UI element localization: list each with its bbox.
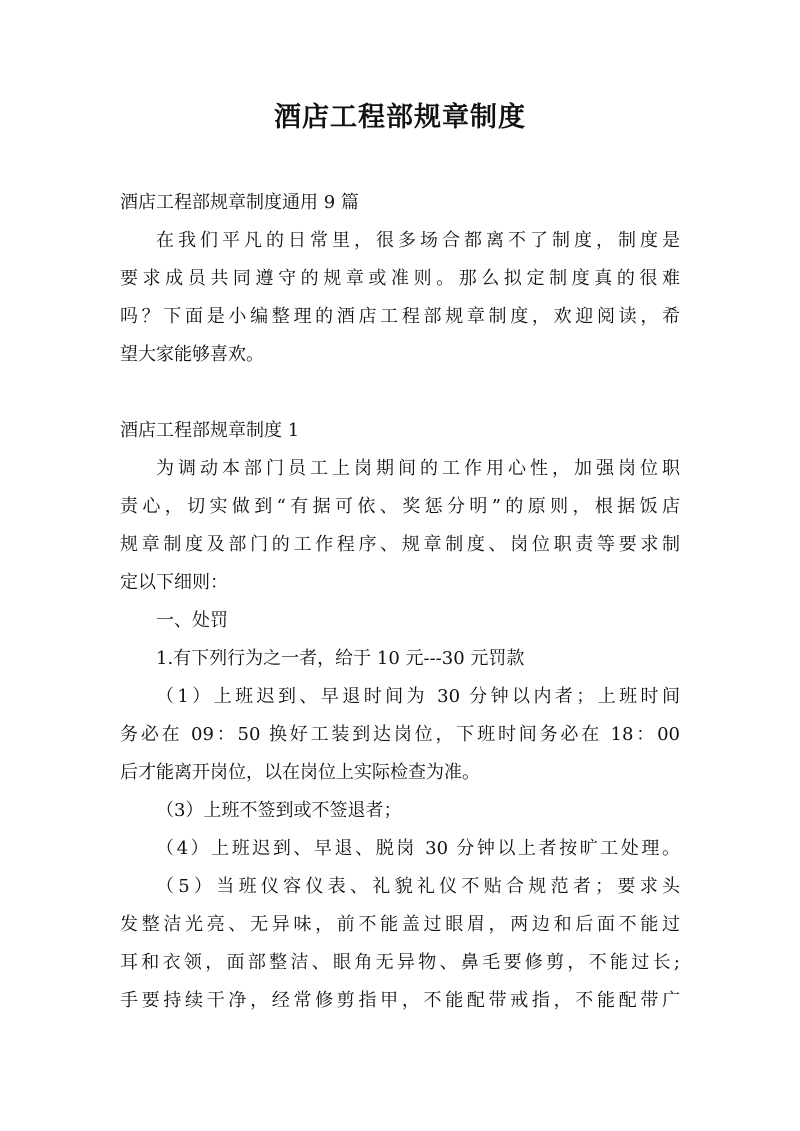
rule-line: 手要持续干净，经常修剪指甲，不能配带戒指，不能配带广 xyxy=(120,990,680,1011)
document-body xyxy=(120,184,680,1020)
paragraph-line: 吗？下面是小编整理的酒店工程部规章制度，欢迎阅读，希 xyxy=(120,306,680,327)
paragraph-line: 为调动本部门员工上岗期间的工作用心性，加强岗位职 xyxy=(156,458,680,479)
document-title: 酒店工程部规章制度 xyxy=(274,102,526,133)
rule-heading: 1.有下列行为之一者，给于 10 元---30 元罚款 xyxy=(156,648,525,669)
rule-line: 务必在 09：50 换好工装到达岗位，下班时间务必在 18：00 xyxy=(120,724,680,745)
subsection-heading: 一、处罚 xyxy=(156,610,228,631)
paragraph-line: 望大家能够喜欢。 xyxy=(120,344,264,365)
blank-line xyxy=(120,374,680,412)
rule-line: 后才能离开岗位，以在岗位上实际检查为准。 xyxy=(120,762,480,783)
document-subtitle: 酒店工程部规章制度通用 9 篇 xyxy=(120,192,359,213)
paragraph-line: 要求成员共同遵守的规章或准则。那么拟定制度真的很难 xyxy=(120,268,680,289)
section-heading: 酒店工程部规章制度 1 xyxy=(120,420,300,441)
paragraph-line: 在我们平凡的日常里，很多场合都离不了制度，制度是 xyxy=(156,230,680,251)
paragraph-line: 定以下细则： xyxy=(120,572,228,593)
paragraph-line: 责心，切实做到“有据可依、奖惩分明”的原则，根据饭店 xyxy=(120,496,680,517)
rule-line: （4）上班迟到、早退、脱岗 30 分钟以上者按旷工处理。 xyxy=(156,838,680,859)
rule-line: 发整洁光亮、无异味，前不能盖过眼眉，两边和后面不能过 xyxy=(120,914,680,935)
rule-line: 耳和衣领，面部整洁、眼角无异物、鼻毛要修剪，不能过长; xyxy=(120,952,680,973)
rule-line: （3）上班不签到或不签退者； xyxy=(156,800,402,821)
paragraph-line: 规章制度及部门的工作程序、规章制度、岗位职责等要求制 xyxy=(120,534,680,555)
rule-line: （1）上班迟到、早退时间为 30 分钟以内者；上班时间 xyxy=(156,686,680,707)
rule-line: （5）当班仪容仪表、礼貌礼仪不贴合规范者；要求头 xyxy=(156,876,680,897)
